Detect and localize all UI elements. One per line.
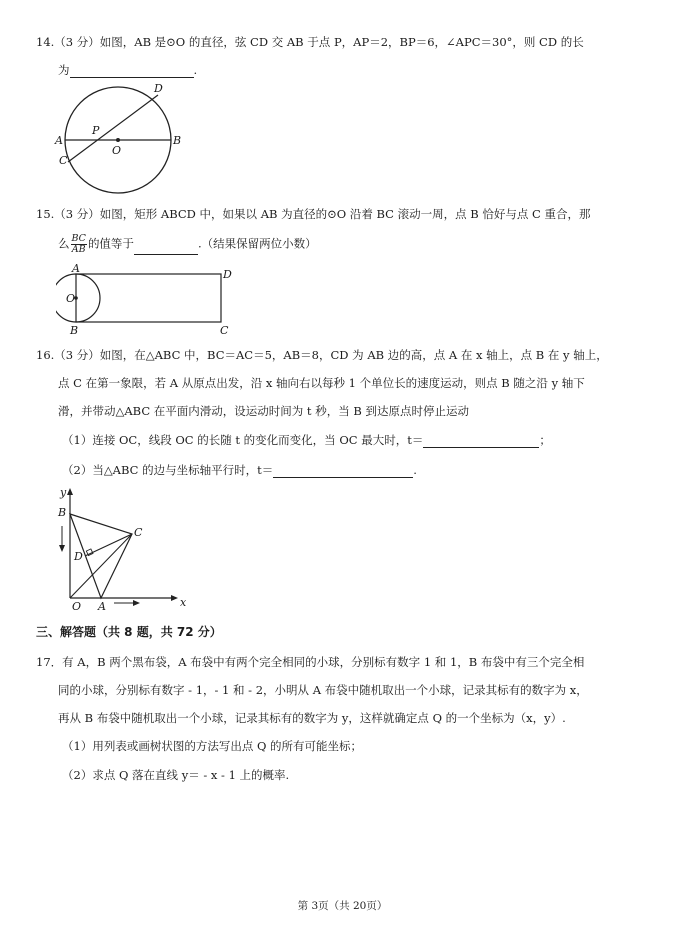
- q16-label-c: C: [134, 526, 143, 539]
- q14-label-c: C: [59, 154, 68, 167]
- q17-sub-1: （1）用列表或画树状图的方法写出点 Q 的所有可能坐标；: [62, 739, 363, 753]
- q16-sub-2: [62, 462, 417, 478]
- q15-label-o: O: [66, 292, 76, 305]
- q15-prefix: 么: [58, 236, 70, 251]
- q16-label-o: O: [72, 600, 82, 613]
- q15-label-c: C: [220, 324, 229, 337]
- q16-down-arrow-head: [59, 545, 65, 552]
- q15-suffix: 的值等于: [87, 236, 134, 251]
- q15-note: .（结果保留两位小数）: [197, 236, 317, 251]
- q15-label-a: A: [72, 262, 80, 275]
- q14-line-2-end: .: [193, 63, 198, 77]
- q15-fraction: [71, 234, 87, 255]
- q14-answer-blank[interactable]: [70, 64, 194, 78]
- q16-sub-1: [62, 432, 551, 448]
- q15-answer-blank[interactable]: [134, 241, 198, 255]
- q17-line-2: 同的小球，分别标有数字 - 1，- 1 和 - 2，小明从 A 布袋中随机取出一个小球，记录其标有的数字为 x，: [58, 683, 588, 697]
- page-footer: 第 3页（共 20页）: [297, 900, 388, 912]
- q16-label-d: D: [74, 550, 83, 563]
- q14-label-p: P: [92, 124, 100, 137]
- section-3-heading: 三、解答题（共 8 题，共 72 分）: [36, 625, 222, 639]
- q14-line-2: [58, 62, 197, 78]
- q14-label-a: A: [55, 134, 63, 147]
- q15-rectangle: [76, 274, 221, 322]
- q16-label-a: A: [98, 600, 106, 613]
- q16-label-b: B: [58, 506, 67, 519]
- q15-fraction-numerator: BC: [71, 233, 86, 244]
- q15-circle: [56, 274, 100, 322]
- q14-label-d: D: [154, 82, 163, 95]
- q17-sub-2: （2）求点 Q 落在直线 y＝ - x - 1 上的概率.: [62, 768, 290, 782]
- q16-sub-2-end: .: [413, 463, 417, 477]
- q15-label-b: B: [70, 324, 79, 337]
- q15-label-d: D: [223, 268, 232, 281]
- q16-line-2: 点 C 在第一象限，若 A 从原点出发，沿 x 轴向右以每秒 1 个单位长的速度运动，则点 B 随之沿 y 轴下: [58, 376, 585, 390]
- q16-sub-2-blank[interactable]: [273, 464, 413, 478]
- q16-coordinate-figure: [52, 486, 192, 614]
- q15-line-2: [58, 234, 317, 255]
- q16-segment-oc: [70, 534, 132, 598]
- q17-line-3: 再从 B 布袋中随机取出一个小球，记录其标有的数字为 y，这样就确定点 Q 的一个坐标为（x，y）.: [58, 711, 566, 725]
- q16-height-cd: [85, 534, 132, 556]
- q17-line-1: 17．有 A，B 两个黑布袋，A 布袋中有两个完全相同的小球，分别标有数字 1 和 1，B 布袋中有三个完全相: [36, 655, 585, 669]
- q14-label-b: B: [173, 134, 182, 147]
- q14-circle-figure: [50, 78, 200, 196]
- q14-line-1: 14.（3 分）如图，AB 是⊙O 的直径，弦 CD 交 AB 于点 P，AP＝2，BP＝6，∠APC＝30°，则 CD 的长: [36, 35, 584, 49]
- q16-x-axis-arrow: [171, 595, 178, 601]
- q16-line-1: 16.（3 分）如图，在△ABC 中，BC＝AC＝5，AB＝8，CD 为 AB 边的高，点 A 在 x 轴上，点 B 在 y 轴上，: [36, 348, 608, 362]
- q16-y-axis-arrow: [67, 488, 73, 495]
- q16-sub-1-text: （1）连接 OC，线段 OC 的长随 t 的变化而变化，当 OC 最大时，t＝: [62, 433, 424, 447]
- q16-sub-2-text: （2）当△ABC 的边与坐标轴平行时，t＝: [62, 463, 274, 477]
- q16-right-arrow-head: [133, 600, 140, 606]
- q15-fraction-denominator: AB: [71, 244, 86, 255]
- q15-line-1: 15.（3 分）如图，矩形 ABCD 中，如果以 AB 为直径的⊙O 沿着 BC 滚动一周，点 B 恰好与点 C 重合，那: [36, 207, 591, 221]
- q16-label-y: y: [60, 486, 67, 499]
- q14-label-o: O: [112, 144, 122, 157]
- q16-sub-1-blank[interactable]: [423, 434, 539, 448]
- q14-center-dot: [116, 138, 120, 142]
- q16-line-3: 滑，并带动△ABC 在平面内滑动，设运动时间为 t 秒，当 B 到达原点时停止运动: [58, 404, 469, 418]
- q14-line-2-text: 为: [58, 63, 70, 77]
- q16-label-x: x: [180, 596, 187, 609]
- q16-sub-1-end: ；: [539, 433, 551, 447]
- q15-rectangle-figure: [56, 262, 236, 338]
